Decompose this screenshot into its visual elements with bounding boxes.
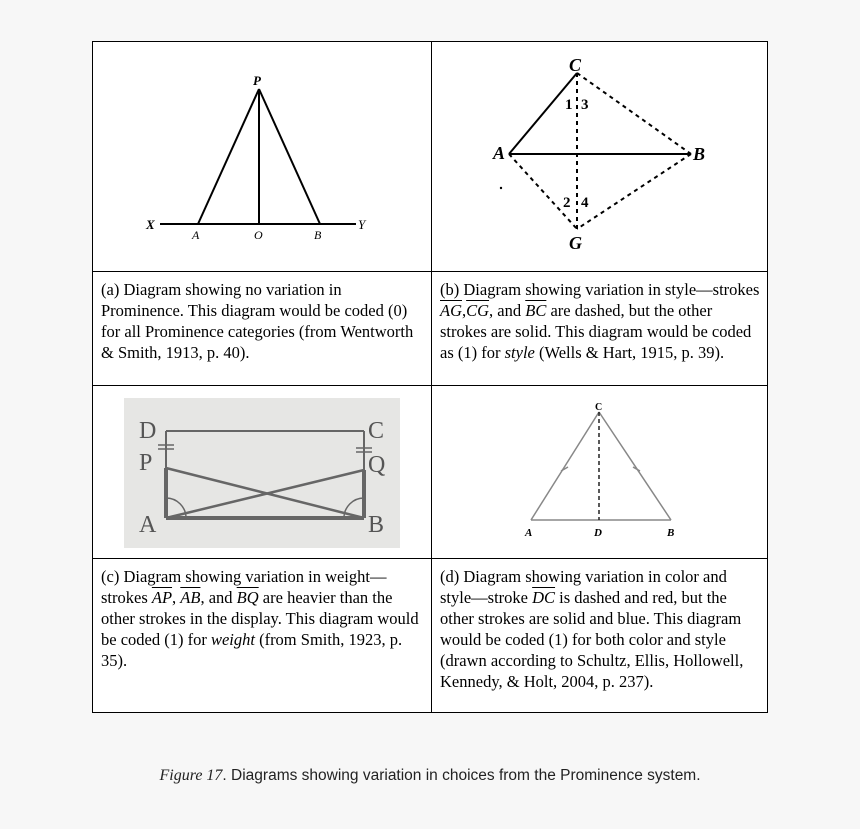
table-divider-row1 <box>93 271 767 272</box>
segment-ag: $\overline{AG}$ <box>440 301 462 320</box>
caption-c-part3: , and <box>200 588 237 607</box>
label-q: Q <box>368 452 386 478</box>
label-d: D <box>594 527 602 539</box>
label-b: B <box>368 512 385 538</box>
caption-b-emphasis: style <box>504 343 535 362</box>
label-g: G <box>569 233 582 253</box>
label-a: A <box>139 512 157 538</box>
caption-c-emphasis: weight <box>210 630 255 649</box>
segment-ap: $\overline{AP}$ <box>151 588 173 607</box>
angle-1: 1 <box>565 97 573 113</box>
label-b: B <box>314 228 322 242</box>
caption-b-part4: are dashed, but the other strokes are solid. This diagram would be coded as (1) for <box>440 301 752 362</box>
table-divider-row2 <box>93 385 767 386</box>
segment-ab: $\overline{AB}$ <box>180 588 201 607</box>
caption-b-part3: , and <box>489 301 526 320</box>
label-c: C <box>595 402 603 413</box>
segment-bq: $\overline{BQ}$ <box>236 588 259 607</box>
angle-4: 4 <box>581 195 589 211</box>
label-a: A <box>192 228 200 242</box>
label-b: B <box>667 527 675 539</box>
segment-bc: $\overline{BC}$ <box>525 301 547 320</box>
caption-d-part2: is dashed and red, but the other strokes are solid and blue. This diagram would be coded (1) for both color and style (drawn according to Schultz, Ellis, Hollowell, Kennedy, & Holt, 2004, p. 237). <box>440 588 744 691</box>
caption-c-part5: (from Smith, 1923, p. 35). <box>101 630 403 670</box>
label-o: O <box>254 228 263 242</box>
figure-label: Figure 17 <box>159 767 223 784</box>
label-c: C <box>368 418 385 444</box>
caption-c-part2: , <box>172 588 181 607</box>
label-y: Y <box>358 217 366 232</box>
caption-b-part5: (Wells & Hart, 1915, p. 39). <box>534 343 725 362</box>
figure-caption <box>0 767 860 785</box>
segment-dc: $\overline{DC}$ <box>532 588 556 607</box>
angle-3: 3 <box>581 97 589 113</box>
diagram-a <box>126 67 398 245</box>
table-divider-row3 <box>93 558 767 559</box>
diagram-d <box>503 395 696 547</box>
caption-c <box>93 560 431 712</box>
caption-b <box>432 273 769 385</box>
label-d: D <box>139 418 157 444</box>
label-p: P <box>253 73 261 88</box>
segment-cg: $\overline{CG}$ <box>466 301 490 320</box>
angle-2: 2 <box>563 195 571 211</box>
label-p: P <box>139 450 153 476</box>
label-x: X <box>146 217 155 232</box>
caption-c-part4: are heavier than the other strokes in the display. This diagram would be coded (1) for <box>101 588 419 649</box>
figure-caption-text: . Diagrams showing variation in choices from the Prominence system. <box>222 767 701 784</box>
caption-b-part2: , <box>462 301 467 320</box>
caption-a <box>93 273 431 385</box>
label-b: B <box>693 144 706 164</box>
caption-c-part1: (c) Diagram showing variation in weight—strokes <box>101 567 387 607</box>
caption-a-text: (a) Diagram showing no variation in Prominence. This diagram would be coded (0) for all Prominence categories (from Wentworth & Smith, 1913, p. 40). <box>101 280 414 362</box>
label-a: A <box>493 143 506 163</box>
caption-b-part1: (b) Diagram showing variation in style—strokes <box>440 280 760 299</box>
caption-d-part1: (d) Diagram showing variation in color and style—stroke <box>440 567 727 607</box>
figure-table <box>92 41 768 713</box>
diagram-b <box>479 51 722 262</box>
label-a: A <box>525 527 533 539</box>
label-c: C <box>569 55 582 75</box>
diagram-c <box>124 398 400 548</box>
caption-d <box>432 560 769 712</box>
